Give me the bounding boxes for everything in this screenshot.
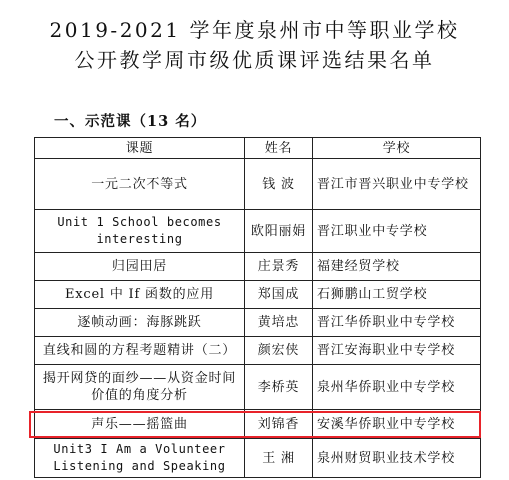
table-row — [35, 309, 481, 337]
topic-cell: 一元二次不等式 — [35, 159, 245, 210]
topic-cell: 揭开网贷的面纱——从资金时间价值的角度分析 — [35, 365, 245, 410]
name-cell: 钱 波 — [245, 159, 313, 210]
school-cell: 安溪华侨职业中专学校 — [313, 410, 481, 439]
topic-cell: 归园田居 — [35, 253, 245, 281]
name-cell: 郑国成 — [245, 281, 313, 309]
name-cell: 李桥英 — [245, 365, 313, 410]
table-header-row — [35, 138, 481, 159]
table-row — [35, 281, 481, 309]
name-cell: 黄培忠 — [245, 309, 313, 337]
results-table — [34, 137, 481, 478]
document-title-line-2: 公开教学周市级优质课评选结果名单 — [74, 48, 435, 72]
name-cell: 刘锦香 — [245, 410, 313, 439]
table-row — [35, 159, 481, 210]
topic-cell: 声乐——摇篮曲 — [35, 410, 245, 439]
school-cell: 晋江安海职业中专学校 — [313, 337, 481, 365]
table-row — [35, 253, 481, 281]
school-cell: 晋江华侨职业中专学校 — [313, 309, 481, 337]
table-row — [35, 439, 481, 478]
column-header-school: 学校 — [313, 138, 481, 159]
table-row — [35, 337, 481, 365]
table-row — [35, 365, 481, 410]
school-cell: 福建经贸学校 — [313, 253, 481, 281]
topic-cell: 直线和圆的方程考题精讲（二） — [35, 337, 245, 365]
topic-cell: Excel 中 If 函数的应用 — [35, 281, 245, 309]
school-cell: 晋江市晋兴职业中专学校 — [313, 159, 481, 210]
name-cell: 庄景秀 — [245, 253, 313, 281]
name-cell: 颜宏侠 — [245, 337, 313, 365]
column-header-name: 姓名 — [245, 138, 313, 159]
section-heading: 一、示范课（13 名） — [54, 113, 207, 130]
school-cell: 晋江职业中专学校 — [313, 210, 481, 253]
school-cell: 泉州华侨职业中专学校 — [313, 365, 481, 410]
name-cell: 王 湘 — [245, 439, 313, 478]
topic-cell: Unit 1 School becomes interesting — [35, 210, 245, 253]
topic-cell: Unit3 I Am a Volunteer Listening and Speaking — [35, 439, 245, 478]
name-cell: 欧阳丽娟 — [245, 210, 313, 253]
school-cell: 泉州财贸职业技术学校 — [313, 439, 481, 478]
table-row — [35, 210, 481, 253]
school-cell: 石狮鹏山工贸学校 — [313, 281, 481, 309]
document-title-line-1: 2019-2021 学年度泉州市中等职业学校 — [49, 18, 460, 42]
column-header-topic: 课题 — [35, 138, 245, 159]
table-row — [35, 410, 481, 439]
topic-cell: 逐帧动画：海豚跳跃 — [35, 309, 245, 337]
